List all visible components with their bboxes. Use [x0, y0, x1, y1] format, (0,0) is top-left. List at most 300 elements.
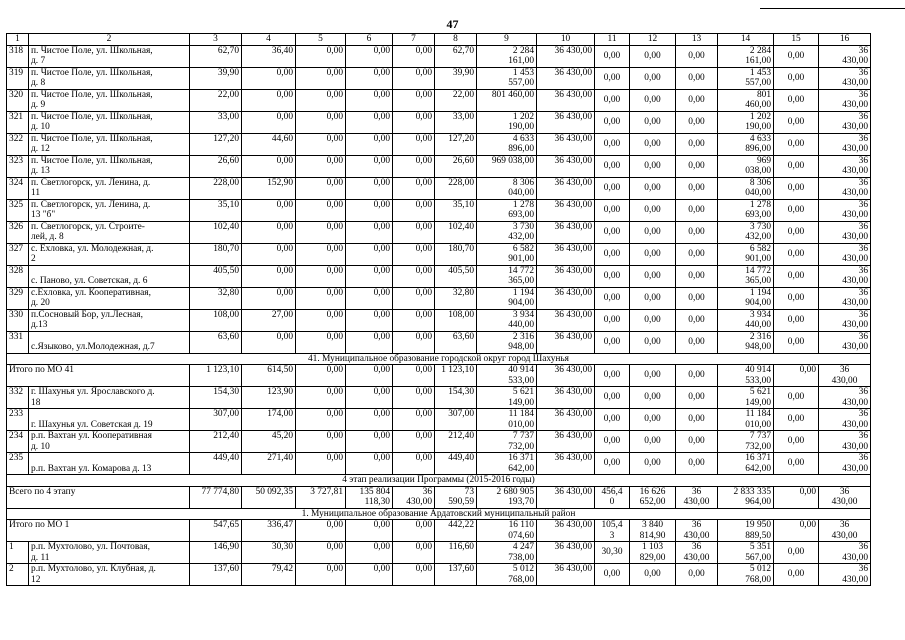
table-cell: 0,00: [346, 243, 393, 265]
table-cell: 9: [477, 34, 537, 46]
section-row: [7, 508, 871, 520]
table-cell: 36 430,00: [537, 265, 595, 287]
table-cell: 8 306 040,00: [718, 177, 774, 199]
table-cell: 0,00: [393, 111, 435, 133]
table-row: [7, 111, 871, 133]
table-row: [7, 89, 871, 111]
table-cell: 16 371 642,00: [477, 453, 537, 475]
table-row: [7, 431, 871, 453]
table-cell: 0,00: [774, 309, 819, 331]
table-cell: с. Паново, ул. Советская, д. 6: [29, 265, 190, 287]
table-cell: 0,00: [676, 453, 718, 475]
table-cell: 0,00: [774, 331, 819, 353]
table-cell: 22,00: [190, 89, 242, 111]
table-cell: 5 012 768,00: [477, 564, 537, 586]
table-cell: 62,70: [435, 45, 477, 67]
table-cell: 0,00: [242, 89, 296, 111]
table-cell: 36 430,00: [819, 155, 871, 177]
data-table: [6, 33, 871, 586]
table-cell: 0,00: [774, 387, 819, 409]
table-cell: 36 430,00: [819, 89, 871, 111]
table-cell: 0,00: [595, 564, 630, 586]
table-cell: п. Светлогорск, ул. Ленина, д. 11: [29, 177, 190, 199]
table-cell: 0,00: [774, 111, 819, 133]
table-cell: 0,00: [676, 89, 718, 111]
table-cell: 0,00: [346, 409, 393, 431]
table-cell: 0,00: [346, 221, 393, 243]
table-cell: 36 430,00: [537, 133, 595, 155]
table-cell: 0,00: [296, 133, 346, 155]
table-cell: 405,50: [435, 265, 477, 287]
table-cell: р.п. Мухтолово, ул. Клубная, д. 12: [29, 564, 190, 586]
table-cell: п. Чистое Поле, ул. Школьная, д. 12: [29, 133, 190, 155]
table-cell: 0,00: [676, 265, 718, 287]
table-cell: 0,00: [346, 331, 393, 353]
table-cell: 336,47: [242, 520, 296, 542]
table-cell: 36 430,00: [537, 453, 595, 475]
table-cell: 7: [393, 34, 435, 46]
table-cell: 0,00: [595, 409, 630, 431]
table-row: [7, 331, 871, 353]
table-cell: 0,00: [595, 45, 630, 67]
table-cell: 3 840 814,90: [630, 520, 676, 542]
table-cell: 36 430,00: [819, 67, 871, 89]
table-cell: 16: [819, 34, 871, 46]
table-cell: 36 430,00: [537, 331, 595, 353]
table-cell: 8: [435, 34, 477, 46]
table-row: [7, 265, 871, 287]
table-cell: 0,00: [296, 542, 346, 564]
table-cell: 7 737 732,00: [718, 431, 774, 453]
table-cell: г. Шахунья ул. Ярославского д. 18: [29, 387, 190, 409]
table-cell: п. Чистое Поле, ул. Школьная, д. 9: [29, 89, 190, 111]
table-cell: 0,00: [346, 542, 393, 564]
table-cell: 0,00: [346, 564, 393, 586]
table-cell: 0,00: [676, 243, 718, 265]
table-cell: 36,40: [242, 45, 296, 67]
table-cell: 0,00: [676, 365, 718, 387]
table-cell: 0,00: [630, 45, 676, 67]
table-row: [7, 564, 871, 586]
table-cell: 0,00: [346, 67, 393, 89]
table-cell: 0,00: [774, 133, 819, 155]
table-cell: 0,00: [346, 111, 393, 133]
table-cell: 116,60: [435, 542, 477, 564]
table-cell: 0,00: [630, 133, 676, 155]
table-cell: 0,00: [346, 199, 393, 221]
table-cell: 14 772 365,00: [718, 265, 774, 287]
table-cell: 3 727,81: [296, 486, 346, 508]
table-cell: 0,00: [296, 243, 346, 265]
table-cell: 0,00: [630, 155, 676, 177]
table-cell: 108,00: [435, 309, 477, 331]
table-cell: 6 582 901,00: [477, 243, 537, 265]
table-cell: 0,00: [393, 265, 435, 287]
table-cell: 4 247 738,00: [477, 542, 537, 564]
table-cell: 0,00: [346, 265, 393, 287]
table-cell: 0,00: [774, 265, 819, 287]
table-cell: п. Чистое Поле, ул. Школьная, д. 8: [29, 67, 190, 89]
table-cell: 1 123,10: [435, 365, 477, 387]
table-cell: 0,00: [630, 67, 676, 89]
table-cell: 0,00: [393, 431, 435, 453]
table-cell: 2 316 948,00: [718, 331, 774, 353]
table-cell: 174,00: [242, 409, 296, 431]
table-cell: 0,00: [595, 365, 630, 387]
table-row: [7, 177, 871, 199]
table-cell: 0,00: [774, 177, 819, 199]
table-cell: 36 430,00: [537, 387, 595, 409]
table-cell: 0,00: [393, 199, 435, 221]
table-cell: 0,00: [774, 520, 819, 542]
table-cell: 4 этап реализации Программы (2015-2016 годы): [7, 475, 871, 487]
table-cell: 27,00: [242, 309, 296, 331]
table-cell: 36 430,00: [537, 486, 595, 508]
table-cell: 180,70: [435, 243, 477, 265]
table-cell: 329: [7, 287, 29, 309]
table-cell: 0,00: [296, 453, 346, 475]
table-cell: 0,00: [774, 199, 819, 221]
table-cell: 36 430,00: [819, 331, 871, 353]
table-cell: 36 430,00: [819, 542, 871, 564]
table-cell: 36 430,00: [819, 365, 871, 387]
table-cell: 0,00: [296, 111, 346, 133]
table-row: [7, 199, 871, 221]
table-cell: 2: [29, 34, 190, 46]
table-cell: 36 430,00: [537, 221, 595, 243]
table-cell: 5 621 149,00: [718, 387, 774, 409]
table-cell: 32,80: [190, 287, 242, 309]
table-cell: 323: [7, 155, 29, 177]
table-cell: 307,00: [190, 409, 242, 431]
table-cell: 0,00: [346, 133, 393, 155]
table-cell: 102,40: [435, 221, 477, 243]
table-cell: п. Чистое Поле, ул. Школьная, д. 10: [29, 111, 190, 133]
table-cell: 102,40: [190, 221, 242, 243]
table-cell: 0,00: [630, 111, 676, 133]
table-cell: 36 430,00: [537, 287, 595, 309]
table-cell: 969 038,00: [718, 155, 774, 177]
table-cell: 0,00: [393, 133, 435, 155]
table-cell: 63,60: [435, 331, 477, 353]
table-cell: 6 582 901,00: [718, 243, 774, 265]
page-number: 47: [446, 17, 459, 31]
table-cell: 0,00: [296, 89, 346, 111]
table-cell: 0,00: [630, 431, 676, 453]
table-cell: 1 202 190,00: [477, 111, 537, 133]
table-cell: 449,40: [435, 453, 477, 475]
table-cell: р.п. Вахтан ул. Комарова д. 13: [29, 453, 190, 475]
table-cell: 0,00: [296, 564, 346, 586]
table-cell: 0,00: [595, 453, 630, 475]
table-cell: 325: [7, 199, 29, 221]
table-cell: 22,00: [435, 89, 477, 111]
table-cell: 0,00: [676, 331, 718, 353]
table-cell: 0,00: [393, 365, 435, 387]
table-cell: 0,00: [630, 365, 676, 387]
table-cell: 0,00: [595, 431, 630, 453]
table-cell: 0,00: [630, 177, 676, 199]
table-cell: Итого по МО 41: [7, 365, 190, 387]
table-cell: п. Чистое Поле, ул. Школьная, д. 13: [29, 155, 190, 177]
table-cell: 0,00: [346, 365, 393, 387]
table-cell: 0,00: [346, 89, 393, 111]
table-cell: 0,00: [393, 155, 435, 177]
table-cell: 0,00: [676, 387, 718, 409]
table-cell: 16 626 652,00: [630, 486, 676, 508]
table-cell: 33,00: [190, 111, 242, 133]
table-cell: 30,30: [242, 542, 296, 564]
table-cell: 0,00: [595, 309, 630, 331]
table-cell: 36 430,00: [537, 111, 595, 133]
table-cell: 12: [630, 34, 676, 46]
table-cell: 36 430,00: [676, 542, 718, 564]
table-cell: 36 430,00: [819, 265, 871, 287]
table-cell: 11 184 010,00: [477, 409, 537, 431]
table-cell: 45,20: [242, 431, 296, 453]
table-cell: 154,30: [435, 387, 477, 409]
table-cell: 4 633 896,00: [718, 133, 774, 155]
table-cell: 36 430,00: [819, 45, 871, 67]
table-cell: 39,90: [435, 67, 477, 89]
table-cell: 0,00: [296, 45, 346, 67]
table-cell: 0,00: [393, 520, 435, 542]
table-cell: 405,50: [190, 265, 242, 287]
table-cell: 2 284 161,00: [718, 45, 774, 67]
table-cell: 127,20: [190, 133, 242, 155]
table-cell: 0,00: [595, 67, 630, 89]
table-cell: 154,30: [190, 387, 242, 409]
table-cell: 0,00: [393, 309, 435, 331]
table-cell: 0,00: [774, 564, 819, 586]
table-cell: 135 804 118,30: [346, 486, 393, 508]
table-cell: 36 430,00: [819, 177, 871, 199]
table-cell: 36 430,00: [819, 243, 871, 265]
table-row: [7, 309, 871, 331]
table-cell: 40 914 533,00: [718, 365, 774, 387]
table-cell: 6: [346, 34, 393, 46]
table-row: [7, 67, 871, 89]
table-cell: 1 194 904,00: [718, 287, 774, 309]
table-cell: 26,60: [435, 155, 477, 177]
table-cell: 36 430,00: [819, 409, 871, 431]
table-cell: 321: [7, 111, 29, 133]
table-cell: 1: [7, 34, 29, 46]
table-cell: 4: [242, 34, 296, 46]
table-cell: 0,00: [346, 520, 393, 542]
table-cell: 0,00: [676, 431, 718, 453]
table-cell: 0,00: [346, 387, 393, 409]
table-cell: 16 110 074,60: [477, 520, 537, 542]
table-cell: 3: [190, 34, 242, 46]
table-cell: 11 184 010,00: [718, 409, 774, 431]
table-cell: 0,00: [630, 387, 676, 409]
table-cell: 0,00: [774, 287, 819, 309]
table-cell: 0,00: [346, 453, 393, 475]
table-cell: 0,00: [676, 155, 718, 177]
section-row: [7, 353, 871, 365]
table-cell: 108,00: [190, 309, 242, 331]
table-cell: 0,00: [296, 67, 346, 89]
table-cell: г. Шахунья ул. Советская д. 19: [29, 409, 190, 431]
table-cell: 36 430,00: [819, 520, 871, 542]
table-cell: 36 430,00: [537, 45, 595, 67]
table-cell: 3 934 440,00: [718, 309, 774, 331]
table-cell: 442,22: [435, 520, 477, 542]
table-cell: 79,42: [242, 564, 296, 586]
table-cell: 1 453 557,00: [477, 67, 537, 89]
table-cell: 0,00: [393, 177, 435, 199]
table-cell: 0,00: [393, 331, 435, 353]
table-cell: 1. Муниципальное образование Ардатовский муниципальный район: [7, 508, 871, 520]
table-cell: 1: [7, 542, 29, 564]
table-cell: 0,00: [242, 287, 296, 309]
table-cell: 547,65: [190, 520, 242, 542]
table-cell: 32,80: [435, 287, 477, 309]
table-row: [7, 221, 871, 243]
table-cell: 212,40: [190, 431, 242, 453]
table-cell: 36 430,00: [537, 409, 595, 431]
table-cell: 0,00: [676, 409, 718, 431]
table-cell: 36 430,00: [819, 486, 871, 508]
table-cell: 307,00: [435, 409, 477, 431]
table-cell: 105,4 3: [595, 520, 630, 542]
table-cell: 50 092,35: [242, 486, 296, 508]
table-cell: 44,60: [242, 133, 296, 155]
table-cell: 332: [7, 387, 29, 409]
table-cell: 0,00: [774, 155, 819, 177]
table-cell: 5 621 149,00: [477, 387, 537, 409]
table-cell: 0,00: [296, 520, 346, 542]
table-cell: 0,00: [630, 89, 676, 111]
table-cell: 0,00: [595, 265, 630, 287]
table-cell: 801 460,00: [477, 89, 537, 111]
table-cell: 0,00: [393, 243, 435, 265]
table-cell: 0,00: [676, 309, 718, 331]
table-cell: 0,00: [595, 89, 630, 111]
table-cell: 2 284 161,00: [477, 45, 537, 67]
table-cell: 212,40: [435, 431, 477, 453]
table-cell: 0,00: [296, 387, 346, 409]
table-row: [7, 409, 871, 431]
top-rule: [760, 8, 905, 9]
table-cell: 0,00: [595, 199, 630, 221]
table-cell: 19 950 889,50: [718, 520, 774, 542]
table-cell: 1 453 557,00: [718, 67, 774, 89]
table-cell: 234: [7, 431, 29, 453]
table-cell: 0,00: [296, 331, 346, 353]
table-cell: 36 430,00: [537, 564, 595, 586]
table-cell: 35,10: [190, 199, 242, 221]
table-cell: 318: [7, 45, 29, 67]
table-cell: с. Ехловка, ул. Молодежная, д. 2: [29, 243, 190, 265]
table-cell: 319: [7, 67, 29, 89]
table-cell: 456,4 0: [595, 486, 630, 508]
table-row: [7, 133, 871, 155]
table-cell: 0,00: [346, 309, 393, 331]
table-cell: 0,00: [393, 453, 435, 475]
table-cell: 0,00: [296, 287, 346, 309]
table-cell: 0,00: [242, 243, 296, 265]
table-cell: 36 430,00: [819, 199, 871, 221]
table-cell: 41. Муниципальное образование городской округ город Шахунья: [7, 353, 871, 365]
table-cell: 0,00: [630, 409, 676, 431]
table-cell: 0,00: [242, 67, 296, 89]
table-cell: п. Чистое Поле, ул. Школьная, д. 7: [29, 45, 190, 67]
table-cell: 0,00: [676, 177, 718, 199]
table-cell: п. Светлогорск, ул. Ленина, д. 13 "б": [29, 199, 190, 221]
table-cell: 0,00: [595, 287, 630, 309]
table-cell: 3 730 432,00: [718, 221, 774, 243]
table-cell: 0,00: [393, 45, 435, 67]
total-row: [7, 520, 871, 542]
table-cell: 0,00: [296, 177, 346, 199]
table-cell: 2 833 335 964,00: [718, 486, 774, 508]
table-cell: 449,40: [190, 453, 242, 475]
table-cell: 235: [7, 453, 29, 475]
table-cell: 2: [7, 564, 29, 586]
table-cell: 0,00: [296, 265, 346, 287]
table-cell: 36 430,00: [676, 486, 718, 508]
table-cell: 36 430,00: [819, 564, 871, 586]
table-cell: 0,00: [774, 365, 819, 387]
table-cell: 1 194 904,00: [477, 287, 537, 309]
table-cell: 62,70: [190, 45, 242, 67]
table-cell: 73 590,59: [435, 486, 477, 508]
table-cell: 326: [7, 221, 29, 243]
table-cell: 1 278 693,00: [718, 199, 774, 221]
table-cell: 0,00: [595, 387, 630, 409]
table-cell: 0,00: [774, 542, 819, 564]
table-row: [7, 453, 871, 475]
table-cell: 228,00: [435, 177, 477, 199]
table-cell: 0,00: [774, 45, 819, 67]
table-cell: 36 430,00: [537, 89, 595, 111]
table-cell: 0,00: [630, 287, 676, 309]
total-row: [7, 365, 871, 387]
table-cell: 0,00: [595, 331, 630, 353]
table-row: [7, 243, 871, 265]
table-cell: 180,70: [190, 243, 242, 265]
table-cell: 0,00: [346, 45, 393, 67]
table-cell: 0,00: [296, 309, 346, 331]
table-cell: 0,00: [393, 409, 435, 431]
table-cell: 16 371 642,00: [718, 453, 774, 475]
table-cell: 324: [7, 177, 29, 199]
table-cell: 969 038,00: [477, 155, 537, 177]
table-cell: 146,90: [190, 542, 242, 564]
table-cell: 0,00: [676, 221, 718, 243]
table-cell: 0,00: [630, 243, 676, 265]
table-row: [7, 45, 871, 67]
table-cell: 322: [7, 133, 29, 155]
table-cell: 39,90: [190, 67, 242, 89]
table-cell: п. Светлогорск, ул. Строите- лей, д. 8: [29, 221, 190, 243]
table-cell: 0,00: [242, 221, 296, 243]
table-cell: 8 306 040,00: [477, 177, 537, 199]
table-cell: 0,00: [774, 67, 819, 89]
table-cell: 0,00: [630, 265, 676, 287]
table-cell: 36 430,00: [537, 431, 595, 453]
table-cell: 0,00: [595, 221, 630, 243]
table-cell: 0,00: [676, 111, 718, 133]
table-cell: 123,90: [242, 387, 296, 409]
table-cell: 5: [296, 34, 346, 46]
table-cell: 0,00: [774, 486, 819, 508]
table-cell: 0,00: [595, 177, 630, 199]
table-cell: 0,00: [296, 409, 346, 431]
table-cell: 0,00: [676, 287, 718, 309]
